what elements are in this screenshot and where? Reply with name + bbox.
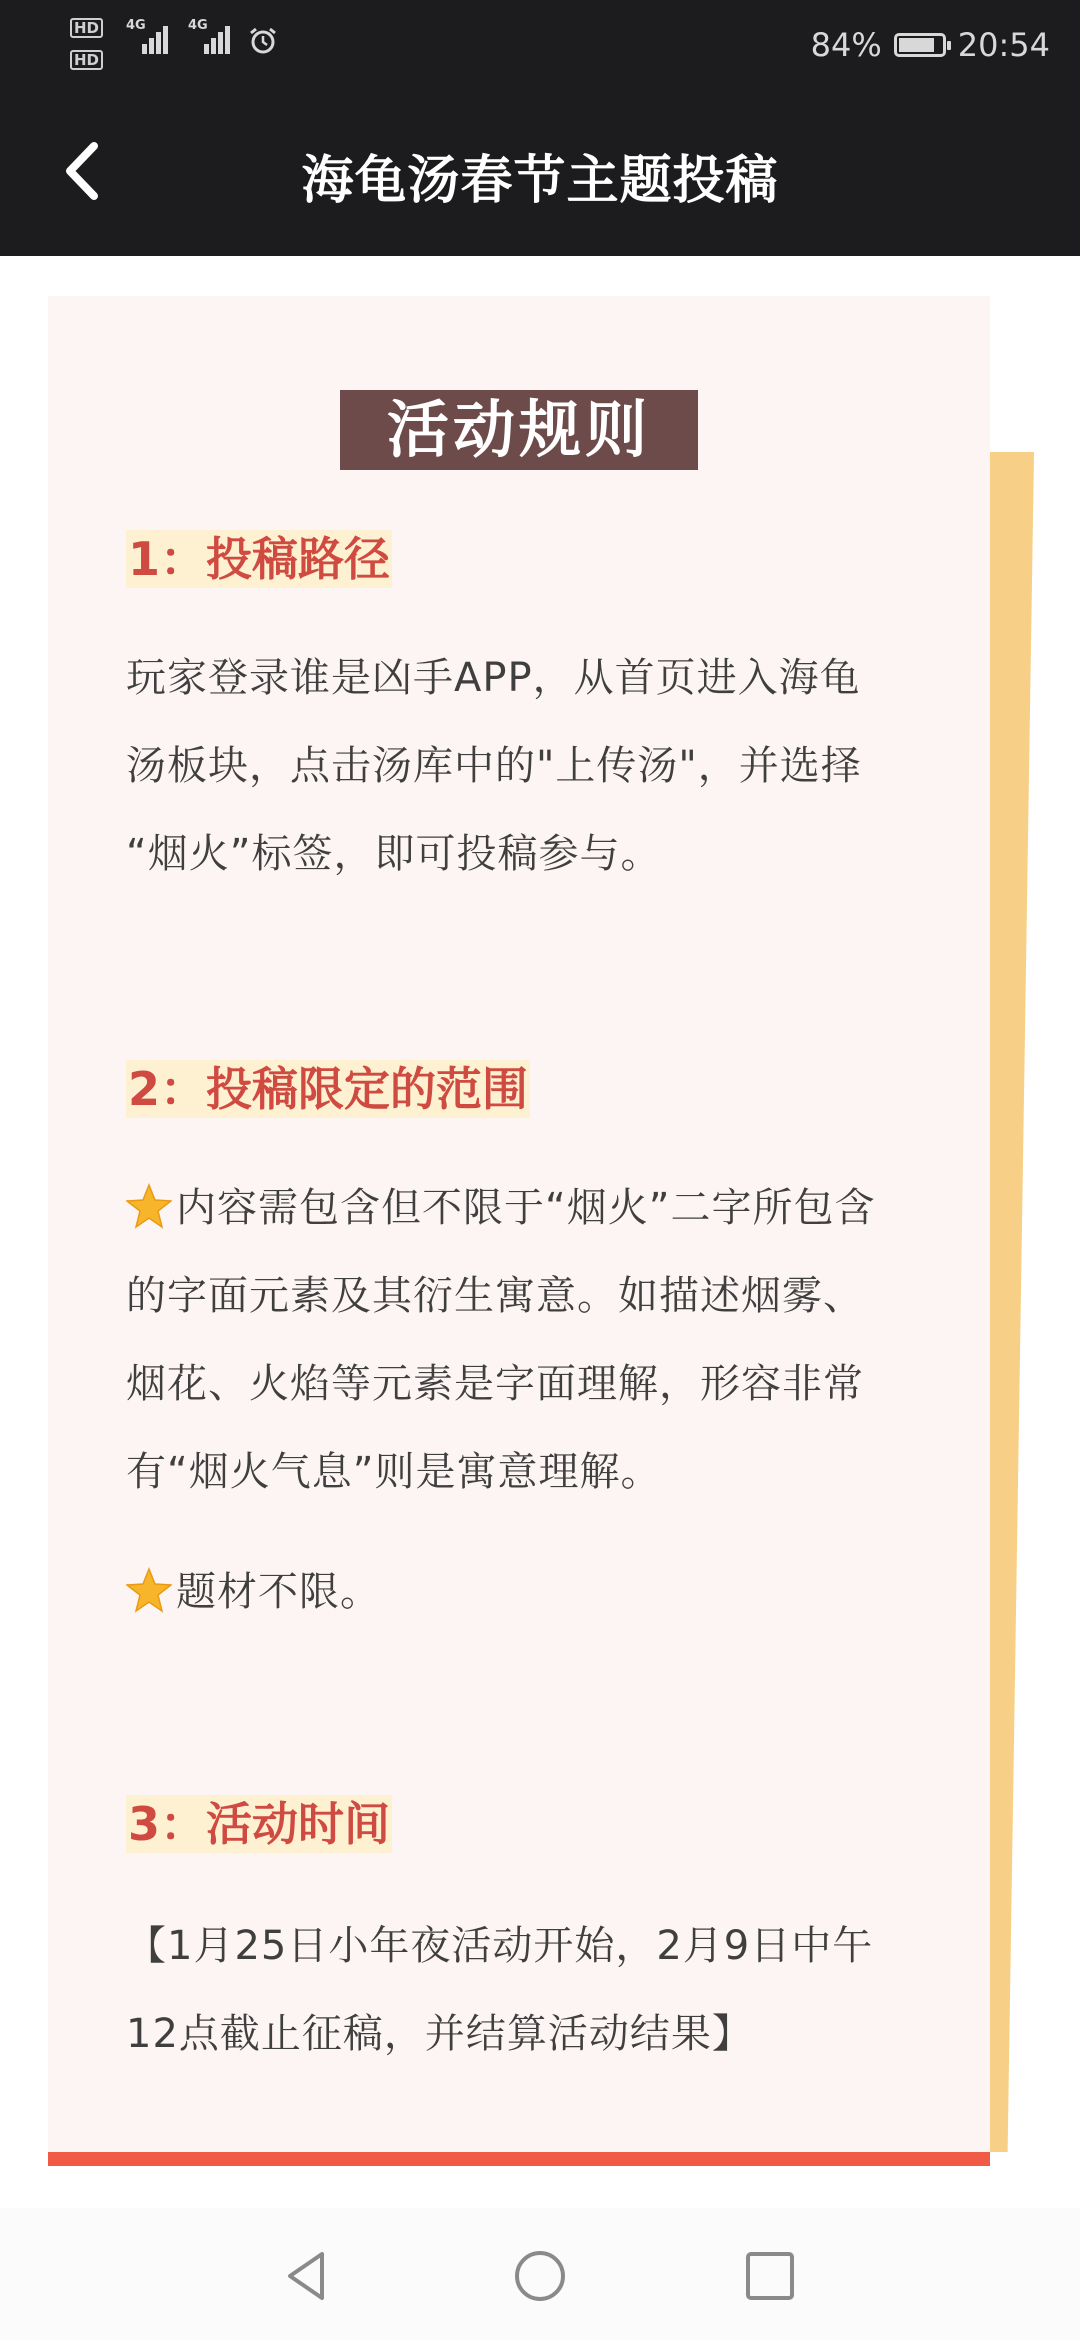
status-icons-right (811, 22, 1050, 68)
text-line: 汤板块，点击汤库中的"上传汤"，并选择 (126, 743, 862, 789)
hd-badge-2: HD (70, 50, 103, 70)
section-2-text (126, 1164, 926, 1516)
alarm-clock-icon (248, 26, 278, 56)
nav-recent-apps-button[interactable] (742, 2248, 798, 2304)
system-nav-bar (0, 2208, 1080, 2340)
battery-icon (894, 33, 946, 57)
network-type-2: 4G (188, 18, 208, 33)
section-3-text (126, 1902, 926, 2078)
section-heading-1: 1：投稿路径 (128, 532, 391, 586)
text-line: 玩家登录谁是凶手APP，从首页进入海龟 (126, 655, 861, 701)
text-line-with-star (126, 1548, 926, 1636)
hd-badge-1: HD (70, 18, 103, 38)
star-icon (126, 1183, 172, 1229)
text-line: 的字面元素及其衍生寓意。如描述烟雾、 (126, 1273, 864, 1319)
section-1-text (126, 634, 926, 898)
text-line: 有“烟火气息”则是寓意理解。 (126, 1449, 662, 1495)
rules-title-badge: 活动规则 (340, 390, 698, 470)
page-title: 海龟汤春节主题投稿 (301, 151, 779, 211)
star-icon (126, 1567, 172, 1613)
signal-icon-2 (188, 18, 234, 54)
app-header (0, 90, 1080, 256)
nav-home-button[interactable] (512, 2248, 568, 2304)
clock-time: 20:54 (957, 26, 1050, 64)
section-2-note (126, 1548, 926, 1636)
network-type-1: 4G (126, 18, 146, 33)
status-bar (0, 0, 1080, 90)
battery-percent: 84% (810, 26, 882, 64)
section-heading-3: 3：活动时间 (128, 1797, 391, 1851)
text-line-with-star (126, 1164, 926, 1252)
text-line: 【1月25日小年夜活动开始，2月9日中午 (126, 1923, 874, 1969)
signal-icon-1 (126, 18, 172, 54)
text-line: 烟花、火焰等元素是字面理解，形容非常 (126, 1361, 864, 1407)
section-heading-2: 2：投稿限定的范围 (128, 1062, 529, 1116)
text-line: 题材不限。 (176, 1569, 381, 1615)
card-bottom-accent (48, 2152, 990, 2166)
text-line: 12点截止征稿，并结算活动结果】 (126, 2011, 753, 2057)
text-line: 内容需包含但不限于“烟火”二字所包含 (176, 1185, 876, 1231)
text-line: “烟火”标签，即可投稿参与。 (126, 831, 662, 877)
nav-back-button[interactable] (280, 2248, 336, 2304)
